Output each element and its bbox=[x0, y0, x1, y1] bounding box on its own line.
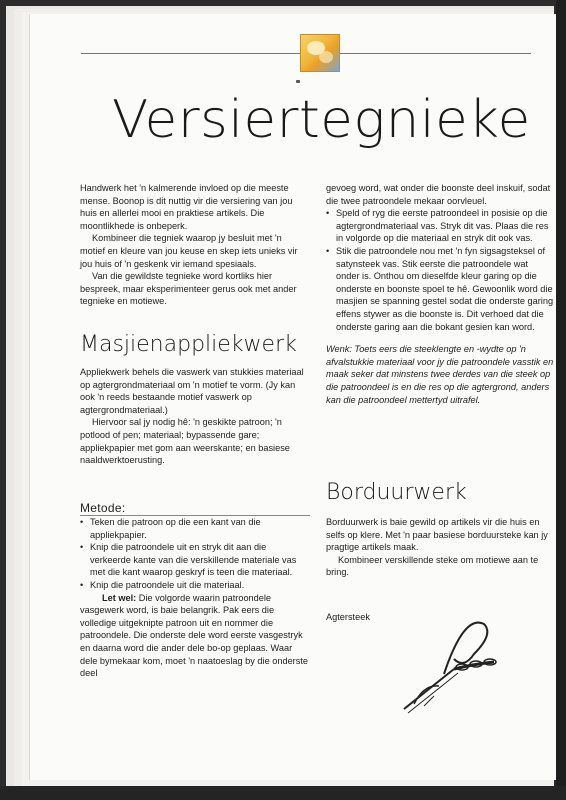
list-item: • Stik die patroondele nou met 'n fyn sigsagsteksel of satynsteek vas. Stik eerste die patroondele wat onder is. Onthou om dieselfde kleur garing op die onderste en boonste spoel te hê. Gewoonlik word die masjien se spanning gestel sodat die onderste garing effens stywer as die boonste is. Dit verhoed dat die onderste garing aan die bokant gesien kan word. bbox=[326, 245, 554, 333]
borduur-paragraph: Kombineer verskillende steke om motiewe aan te bring. bbox=[326, 554, 539, 578]
figure-caption: Agtersteek bbox=[326, 612, 370, 622]
borduur-block bbox=[326, 516, 554, 579]
wenk-paragraph: Wenk: Toets eers die steeklengte en -wydte op 'n afvalstukkie materiaal voor jy die patroondele vasstik en maak seker dat minstens twee derdes van die steek op die patroondeel is en die res op die agtergrond, anders kan die patroondeel mettertyd uitrafel. bbox=[326, 344, 554, 405]
letwel-label: Let wel: bbox=[102, 592, 137, 603]
list-item: • Knip die patroondele uit die materiaal. bbox=[80, 579, 308, 592]
page bbox=[30, 14, 556, 780]
ink-speck bbox=[296, 80, 300, 83]
metode-heading: Metode: bbox=[80, 501, 126, 515]
header-thumbnail-image bbox=[300, 34, 340, 72]
intro-paragraph: Van die gewildste tegnieke word kortliks hier bespreek, maar eksperimenteer gerus ook met ander tegnieke en motiewe. bbox=[80, 271, 297, 307]
masjien-paragraph: Hiervoor sal jy nodig hê: 'n geskikte patroon; 'n potlood of pen; materiaal; bypassende gare; appliekpapier met gom aan weerskante; en basiese naaldwerktoerusting. bbox=[80, 417, 290, 466]
section-heading-masjienappliekwerk: Masjienappliekwerk bbox=[80, 332, 297, 357]
scan-edge bbox=[0, 786, 566, 800]
borduur-paragraph: Borduurwerk is baie gewild op artikels vir die huis en selfs op klere. Met 'n paar basiese borduursteke kan jy pragtige artikels maak. bbox=[326, 517, 548, 553]
list-item: • Speld of ryg die eerste patroondeel in posisie op die agtergrondmateriaal vas. Stryk dit vas. Plaas die res in volgorde op die materiaal en stryk dit ook vas. bbox=[326, 207, 554, 245]
scan-edge bbox=[556, 0, 566, 800]
continuation-paragraph: gevoeg word, wat onder die boonste deel inskuif, sodat die twee patroondele mekaar oorvleuel. bbox=[326, 183, 551, 206]
intro-block bbox=[80, 182, 308, 308]
backstitch-illustration bbox=[394, 614, 514, 724]
intro-paragraph: Kombineer die tegniek waarop jy besluit met 'n motief en kleure van jou keuse en skep iets unieks vir jou huis of 'n geskenk vir iemand spesiaals. bbox=[80, 233, 298, 269]
list-item: • Knip die patroondele uit en stryk dit aan die verkeerde kante van die verskillende materiale vas met die kant waarop geskryf is teen die materiaal. bbox=[80, 541, 308, 579]
list-item: • Teken die patroon op die een kant van die appliekpapier. bbox=[80, 516, 308, 541]
masjien-block bbox=[80, 366, 308, 467]
masjien-paragraph: Appliekwerk behels die vaswerk van stukkies materiaal op agtergrondmateriaal om 'n motief te vorm. (Jy kan ook 'n reeds bestaande motief vaswerk op agtergrondmateriaal.) bbox=[80, 367, 304, 415]
intro-paragraph: Handwerk het 'n kalmerende invloed op die meeste mense. Boonop is dit nuttig vir die versiering van jou huis en allerlei mooi en praktiese artikels. Die moontlikhede is onbeperk. bbox=[80, 183, 293, 231]
right-column-block bbox=[326, 182, 554, 406]
letwel-paragraph bbox=[80, 592, 308, 680]
metode-list bbox=[80, 516, 308, 680]
page-title: Versiertegnieke bbox=[112, 90, 531, 150]
letwel-text: Die volgorde waarin patroondele vasgewerk word, is baie belangrik. Pak eers die volledige uitgeknipte patroon uit en nommer die patroondele. Die onderste dele word eerste vasgestryk en daarna word die ander dele bo-op geplaas. Waar dele bymekaar kom, moet 'n naatoeslag by die onderste deel bbox=[80, 592, 309, 679]
section-heading-borduurwerk: Borduurwerk bbox=[326, 480, 467, 505]
